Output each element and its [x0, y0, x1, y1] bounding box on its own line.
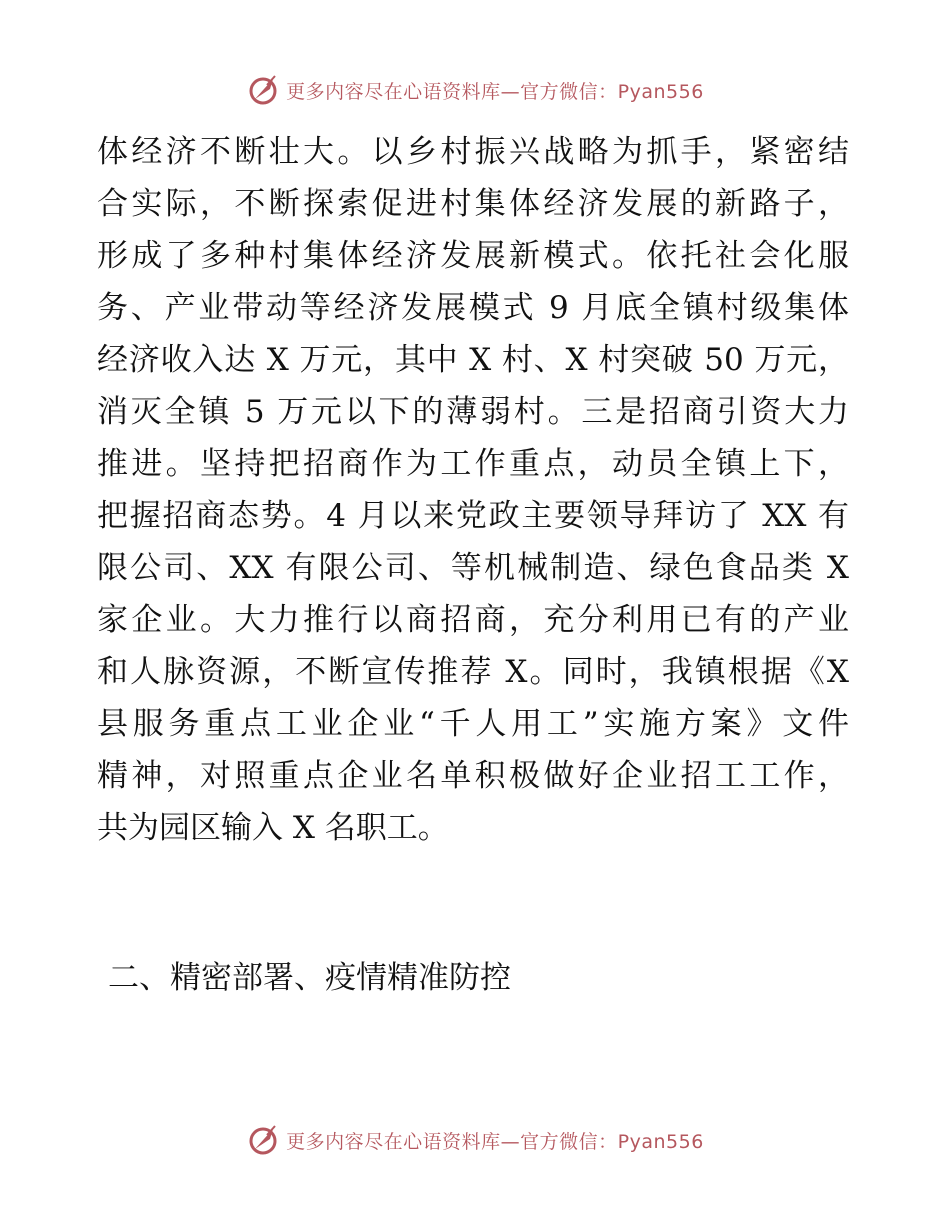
paragraph-line-last: 共为园区输入 X 名职工。: [97, 810, 449, 846]
quill-circle-icon: [246, 73, 280, 107]
paragraph-line: 推进。坚持把招商作为工作重点，动员全镇上下，: [97, 446, 849, 482]
paragraph-line: 县服务重点工业企业“千人用工”实施方案》文件: [97, 706, 849, 742]
paragraph-line: 家企业。大力推行以商招商，充分利用已有的产业: [97, 602, 849, 638]
paragraph-line: 形成了多种村集体经济发展新模式。依托社会化服: [97, 238, 849, 274]
watermark-text: 更多内容尽在心语资料库—官方微信：Pyan556: [286, 1130, 704, 1153]
header-watermark: [0, 70, 950, 110]
quill-circle-icon: [246, 1123, 280, 1157]
paragraph-line: 把握招商态势。4 月以来党政主要领导拜访了 XX 有: [97, 498, 849, 534]
paragraph-line: 精神，对照重点企业名单积极做好企业招工工作，: [97, 758, 849, 794]
document-body: [97, 126, 849, 854]
paragraph-line: 体经济不断壮大。以乡村振兴战略为抓手，紧密结: [97, 134, 849, 170]
paragraph-line: 和人脉资源，不断宣传推荐 X。同时，我镇根据《X: [97, 654, 849, 690]
footer-watermark: [0, 1120, 950, 1160]
paragraph-line: 经济收入达 X 万元，其中 X 村、X 村突破 50 万元，: [97, 342, 849, 378]
paragraph-line: 合实际，不断探索促进村集体经济发展的新路子，: [97, 186, 849, 222]
paragraph-line: 限公司、XX 有限公司、等机械制造、绿色食品类 X: [97, 550, 849, 586]
watermark-text: 更多内容尽在心语资料库—官方微信：Pyan556: [286, 80, 704, 103]
paragraph-line: 务、产业带动等经济发展模式 9 月底全镇村级集体: [97, 290, 849, 326]
section-heading: 二、精密部署、疫情精准防控: [108, 960, 511, 996]
paragraph-line: 消灭全镇 5 万元以下的薄弱村。三是招商引资大力: [97, 394, 849, 430]
